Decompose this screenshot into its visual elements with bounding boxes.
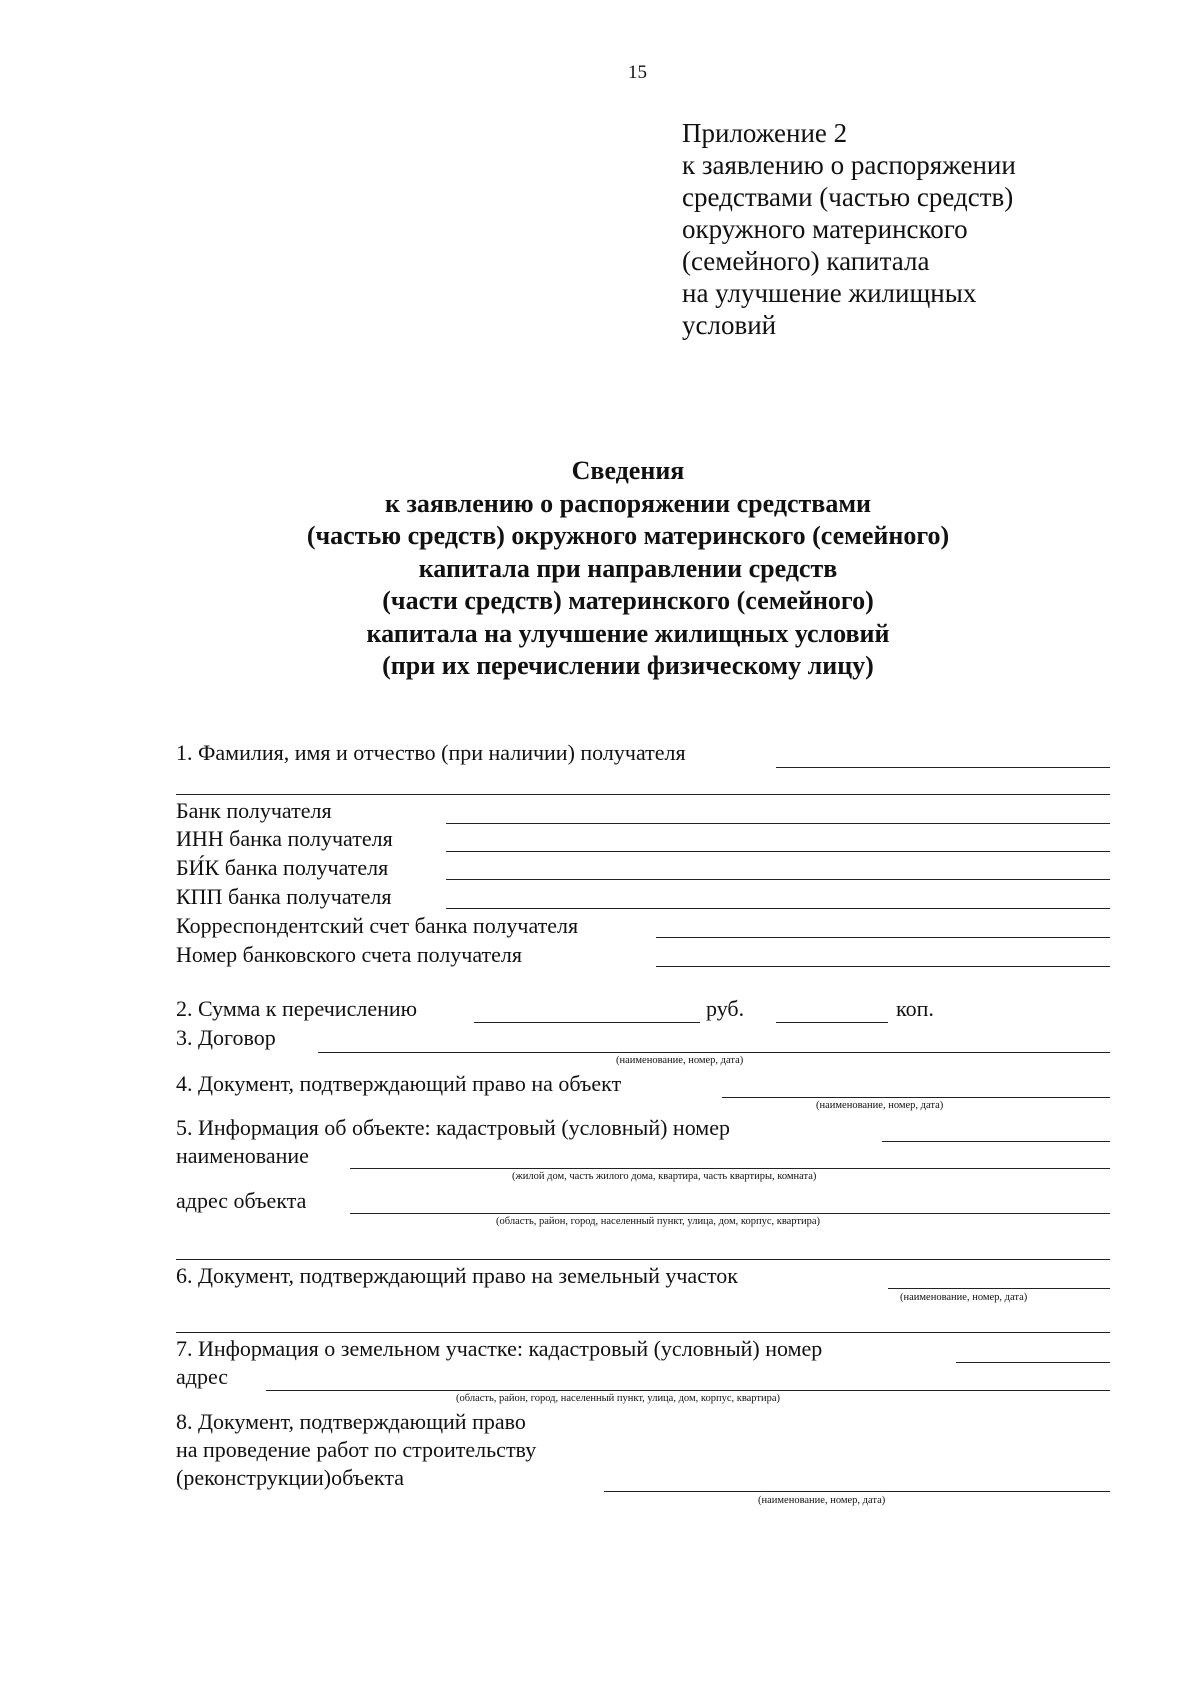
object-info-label: 5. Информация об объекте: кадастровый (условный) номер <box>176 1115 730 1140</box>
account-number-field[interactable] <box>656 966 1110 967</box>
contract-label: 3. Договор <box>176 1025 276 1050</box>
object-name-label: наименование <box>176 1143 309 1168</box>
account-number-label: Номер банковского счета получателя <box>176 942 523 967</box>
land-address-label: адрес <box>176 1364 229 1389</box>
title-line: (частью средств) окружного материнского (семейного) <box>306 521 950 550</box>
corr-account-field[interactable] <box>656 937 1110 938</box>
bank-bik-label: БИ́К банка получателя <box>176 855 389 880</box>
appendix-line: окружного материнского <box>682 214 968 244</box>
bank-bik-field[interactable] <box>446 879 1110 880</box>
object-address-caption: (область, район, город, населенный пункт, улица, дом, корпус, квартира) <box>496 1216 821 1227</box>
land-cadastral-number-field[interactable] <box>956 1362 1110 1363</box>
amount-kop-field[interactable] <box>776 1022 888 1023</box>
appendix-heading <box>682 117 1016 341</box>
land-right-doc-field[interactable] <box>888 1288 1110 1289</box>
title-line: к заявлению о распоряжении средствами <box>384 488 872 518</box>
title-line: капитала на улучшение жилищных условий <box>366 618 890 648</box>
title-line: (при их перечислении физическому лицу) <box>382 651 874 680</box>
bank-label: Банк получателя <box>176 798 332 823</box>
page-number: 15 <box>628 62 647 83</box>
bank-field[interactable] <box>446 823 1110 824</box>
contract-field[interactable] <box>318 1052 1110 1053</box>
land-right-doc-caption: (наименование, номер, дата) <box>900 1292 1028 1303</box>
recipient-name-field-continued[interactable] <box>176 794 1110 795</box>
cadastral-number-field[interactable] <box>882 1141 1110 1142</box>
bank-inn-label: ИНН банка получателя <box>176 826 393 851</box>
appendix-line: средствами (частью средств) <box>682 182 1014 212</box>
object-right-doc-field[interactable] <box>722 1097 1110 1098</box>
object-address-label: адрес объекта <box>176 1188 307 1213</box>
land-address-caption: (область, район, город, населенный пункт, улица, дом, корпус, квартира) <box>456 1393 781 1404</box>
title-line: капитала при направлении средств <box>418 553 838 583</box>
contract-caption: (наименование, номер, дата) <box>616 1055 744 1066</box>
title-line: Сведения <box>571 456 685 485</box>
recipient-name-field[interactable] <box>776 767 1110 768</box>
bank-kpp-label: КПП банка получателя <box>176 884 392 909</box>
bank-inn-field[interactable] <box>446 851 1110 852</box>
object-address-field[interactable] <box>350 1213 1110 1214</box>
object-right-doc-label: 4. Документ, подтверждающий право на объект <box>176 1071 622 1096</box>
bank-kpp-field[interactable] <box>446 908 1110 909</box>
appendix-line: на улучшение жилищных <box>682 278 977 308</box>
land-right-doc-field-continued[interactable] <box>176 1332 1110 1333</box>
document-title <box>0 455 1200 683</box>
appendix-line: к заявлению о распоряжении <box>682 150 1016 180</box>
construction-doc-label-line1: 8. Документ, подтверждающий право <box>176 1409 526 1434</box>
object-address-field-continued[interactable] <box>176 1259 1110 1260</box>
appendix-line: условий <box>682 310 777 340</box>
corr-account-label: Корреспондентский счет банка получателя <box>176 913 579 938</box>
rub-label: руб. <box>706 996 745 1021</box>
amount-rub-field[interactable] <box>474 1022 700 1023</box>
title-line: (части средств) материнского (семейного) <box>382 586 874 615</box>
construction-doc-label-line3: (реконструкции)объекта <box>176 1465 404 1490</box>
kop-label: коп. <box>896 996 934 1021</box>
land-address-field[interactable] <box>266 1390 1110 1391</box>
object-right-doc-caption: (наименование, номер, дата) <box>816 1100 944 1111</box>
appendix-line: (семейного) капитала <box>682 246 930 276</box>
recipient-name-label: 1. Фамилия, имя и отчество (при наличии) получателя <box>176 740 686 765</box>
appendix-line: Приложение 2 <box>682 118 848 148</box>
construction-doc-caption: (наименование, номер, дата) <box>758 1495 886 1506</box>
land-info-label: 7. Информация о земельном участке: кадастровый (условный) номер <box>176 1336 823 1361</box>
object-name-caption: (жилой дом, часть жилого дома, квартира, часть квартиры, комната) <box>512 1171 817 1182</box>
land-right-doc-label: 6. Документ, подтверждающий право на земельный участок <box>176 1263 738 1288</box>
object-name-field[interactable] <box>350 1168 1110 1169</box>
construction-doc-field[interactable] <box>604 1491 1110 1492</box>
construction-doc-label-line2: на проведение работ по строительству <box>176 1437 537 1462</box>
amount-label: 2. Сумма к перечислению <box>176 996 418 1021</box>
